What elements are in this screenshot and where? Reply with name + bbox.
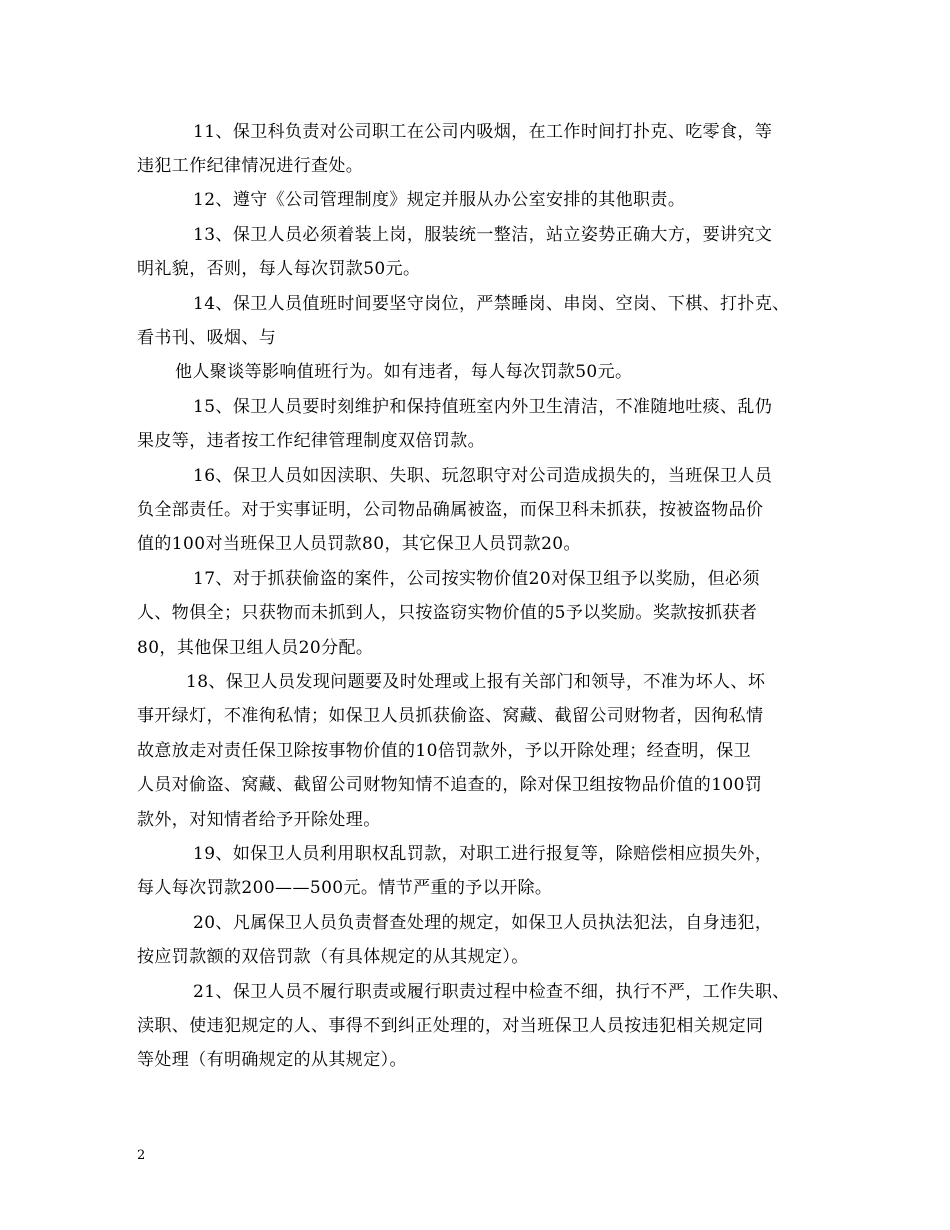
text-line: 11、保卫科负责对公司职工在公司内吸烟，在工作时间打扑克、吃零食，等 (193, 122, 773, 142)
text-line: 他人聚谈等影响值班行为。如有违者，每人每次罚款50元。 (175, 362, 633, 382)
text-line: 80，其他保卫组人员20分配。 (137, 638, 374, 658)
text-line: 13、保卫人员必须着装上岗，服装统一整洁，站立姿势正确大方，要讲究文 (193, 225, 773, 245)
text-line: 12、遵守《公司管理制度》规定并服从办公室安排的其他职责。 (193, 190, 686, 210)
text-line: 人、物俱全；只获物而未抓到人，只按盗窃实物价值的5予以奖励。奖款按抓获者 (137, 603, 758, 623)
text-line: 负全部责任。对于实事证明，公司物品确属被盗，而保卫科未抓获，按被盗物品价 (137, 500, 764, 520)
text-line: 渎职、使违犯规定的人、事得不到纠正处理的，对当班保卫人员按违犯相关规定同 (137, 1016, 764, 1036)
text-line: 17、对于抓获偷盗的案件，公司按实物价值20对保卫组予以奖励，但必须 (193, 569, 760, 589)
text-line: 21、保卫人员不履行职责或履行职责过程中检查不细，执行不严，工作失职、 (193, 982, 790, 1002)
text-line: 15、保卫人员要时刻维护和保持值班室内外卫生清洁，不准随地吐痰、乱仍 (193, 397, 773, 417)
page-number: 2 (137, 1148, 146, 1163)
text-line: 按应罚款额的双倍罚款（有具体规定的从其规定）。 (137, 947, 529, 967)
text-line: 每人每次罚款200——500元。情节严重的予以开除。 (137, 878, 553, 898)
text-line: 19、如保卫人员利用职权乱罚款，对职工进行报复等，除赔偿相应损失外， (193, 844, 773, 864)
text-line: 值的100对当班保卫人员罚款80，其它保卫人员罚款20。 (137, 534, 581, 554)
text-line: 款外，对知情者给予开除处理。 (137, 810, 381, 830)
text-line: 16、保卫人员如因渎职、失职、玩忽职守对公司造成损失的，当班保卫人员 (193, 466, 773, 486)
text-line: 14、保卫人员值班时间要坚守岗位，严禁睡岗、串岗、空岗、下棋、打扑克、 (193, 294, 790, 314)
text-line: 故意放走对责任保卫除按事物价值的10倍罚款外，予以开除处理；经查明，保卫 (137, 741, 752, 761)
text-line: 等处理（有明确规定的从其规定）。 (137, 1050, 407, 1070)
text-line: 违犯工作纪律情况进行查处。 (137, 156, 364, 176)
text-line: 明礼貌，否则，每人每次罚款50元。 (137, 259, 421, 279)
text-line: 事开绿灯，不准徇私情；如保卫人员抓获偷盗、窝藏、截留公司财物者，因徇私情 (137, 706, 764, 726)
text-line: 看书刊、吸烟、与 (137, 328, 277, 348)
text-line: 20、凡属保卫人员负责督查处理的规定，如保卫人员执法犯法，自身违犯， (193, 913, 773, 933)
text-line: 人员对偷盗、窝藏、截留公司财物知情不追查的，除对保卫组按物品价值的100罚 (137, 775, 763, 795)
text-line: 18、保卫人员发现问题要及时处理或上报有关部门和领导，不准为坏人、坏 (186, 672, 766, 692)
text-line: 果皮等，违者按工作纪律管理制度双倍罚款。 (137, 431, 485, 451)
